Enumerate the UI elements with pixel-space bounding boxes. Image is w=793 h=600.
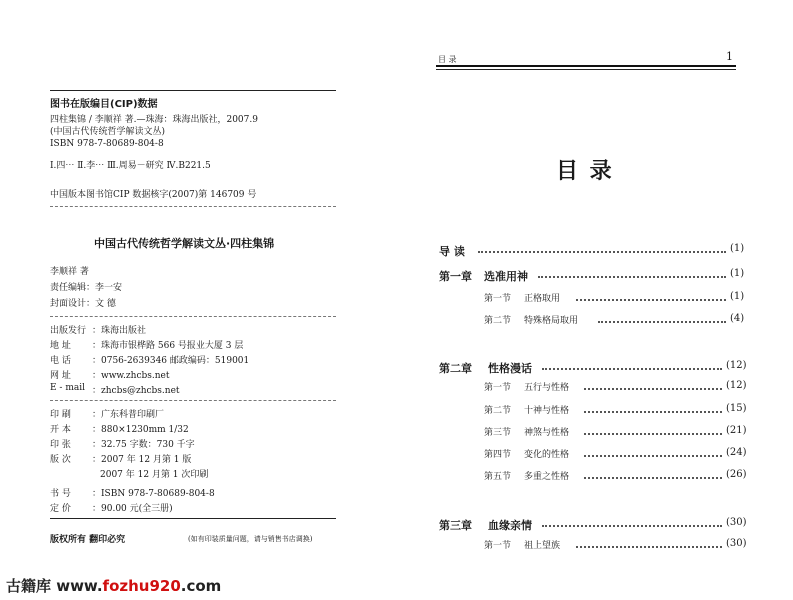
running-header: 目 录 xyxy=(438,55,457,64)
book-title: 中国古代传统哲学解读文丛·四柱集锦 xyxy=(94,237,275,250)
leader-dots xyxy=(538,276,726,278)
price-label: 定 价 xyxy=(50,504,71,514)
top-rule xyxy=(50,90,336,91)
toc-page-number: (21) xyxy=(726,425,747,436)
header-rule xyxy=(436,65,736,67)
divider xyxy=(50,400,336,401)
toc-title: 血缘亲情 xyxy=(488,519,532,532)
leader-dots xyxy=(542,525,722,527)
toc-number: 第三章 xyxy=(439,519,472,532)
format-label: 开 本 xyxy=(50,425,71,435)
toc-entry[interactable] xyxy=(396,268,756,282)
toc-entry[interactable] xyxy=(396,517,756,531)
toc-page-number: (26) xyxy=(726,469,747,480)
toc-entry[interactable] xyxy=(396,469,756,483)
toc-number: 第四节 xyxy=(484,450,512,460)
price-value: ：90.00 元(全三册) xyxy=(92,504,173,514)
toc-page-number: (15) xyxy=(726,403,747,414)
copyright-page xyxy=(0,0,396,600)
printing-value: 2007 年 12 月第 1 次印刷 xyxy=(100,470,209,480)
email-value: ：zhcbs@zhcbs.net xyxy=(92,386,180,396)
toc-page-number: (30) xyxy=(726,517,747,528)
sheets-value: ：32.75 字数：730 千字 xyxy=(92,440,195,450)
toc-entry[interactable] xyxy=(396,380,756,394)
rights-notice: 版权所有 翻印必究 xyxy=(50,535,126,545)
cip-record: 中国版本图书馆CIP 数据核字(2007)第 146709 号 xyxy=(50,190,257,200)
cip-divider xyxy=(50,206,336,207)
toc-number: 第二节 xyxy=(484,316,512,326)
leader-dots xyxy=(576,299,726,301)
printer-value: ：广东科普印刷厂 xyxy=(92,410,165,420)
toc-title: 正格取用 xyxy=(524,294,561,304)
phone-label: 电 话 xyxy=(50,356,71,366)
leader-dots xyxy=(584,433,722,435)
leader-dots xyxy=(584,455,722,457)
toc-entry[interactable] xyxy=(396,360,756,374)
cover-design: 封面设计：文 德 xyxy=(50,299,116,309)
leader-dots xyxy=(478,251,726,253)
address-label: 地 址 xyxy=(50,341,71,351)
toc-page-number: (24) xyxy=(726,447,747,458)
toc-title: 神煞与性格 xyxy=(524,428,570,438)
cip-title: 图书在版编目(CIP)数据 xyxy=(50,99,158,110)
cip-line: (中国古代传统哲学解读文丛) xyxy=(50,127,166,137)
toc-number: 第二章 xyxy=(439,362,472,375)
isbn-label: 书 号 xyxy=(50,489,71,499)
isbn-value: ：ISBN 978-7-80689-804-8 xyxy=(92,489,215,499)
leader-dots xyxy=(584,388,722,390)
toc-page-number: (1) xyxy=(730,291,745,302)
address-value: ：珠海市银桦路 566 号报业大厦 3 层 xyxy=(92,341,244,351)
website-value: ：www.zhcbs.net xyxy=(92,371,170,381)
watermark-suffix: .com xyxy=(180,577,222,595)
cip-line: 四柱集锦 / 李顺祥 著.—珠海：珠海出版社，2007.9 xyxy=(50,115,258,125)
toc-number: 第一节 xyxy=(484,294,512,304)
toc-entry[interactable] xyxy=(396,243,756,257)
header-page-number: 1 xyxy=(726,50,733,63)
toc-number: 第一节 xyxy=(484,541,512,551)
toc-entry[interactable] xyxy=(396,313,756,327)
format-value: ：880×1230mm 1/32 xyxy=(92,425,189,435)
edition-value: ：2007 年 12 月第 1 版 xyxy=(92,455,192,465)
toc-title: 选准用神 xyxy=(484,270,528,283)
toc-entry[interactable] xyxy=(396,425,756,439)
leader-dots xyxy=(598,321,726,323)
watermark-prefix: 古籍库 www. xyxy=(6,577,103,595)
toc-title: 变化的性格 xyxy=(524,450,570,460)
toc-title: 多重之性格 xyxy=(524,472,570,482)
site-watermark[interactable] xyxy=(6,575,221,596)
toc-number: 第三节 xyxy=(484,428,512,438)
editor: 责任编辑：李一安 xyxy=(50,283,123,293)
toc-page-number: (30) xyxy=(726,538,747,549)
toc-page-number: (12) xyxy=(726,380,747,391)
author: 李顺祥 著 xyxy=(50,267,89,277)
toc-page-number: (1) xyxy=(730,268,745,279)
sheets-label: 印 张 xyxy=(50,440,71,450)
phone-value: ：0756-2639346 邮政编码：519001 xyxy=(92,356,250,366)
publisher-label: 出版发行 xyxy=(50,326,87,336)
website-label: 网 址 xyxy=(50,371,71,381)
toc-title: 五行与性格 xyxy=(524,383,570,393)
toc-number: 导 读 xyxy=(439,245,465,258)
toc-number: 第一节 xyxy=(484,383,512,393)
leader-dots xyxy=(542,368,722,370)
toc-title: 十神与性格 xyxy=(524,406,570,416)
watermark-highlight: fozhu920 xyxy=(102,577,181,595)
toc-title: 特殊格局取用 xyxy=(524,316,579,326)
publisher-value: ：珠海出版社 xyxy=(92,326,147,336)
toc-number: 第五节 xyxy=(484,472,512,482)
bottom-rule xyxy=(50,518,336,519)
toc-entry[interactable] xyxy=(396,291,756,305)
leader-dots xyxy=(576,546,722,548)
toc-number: 第一章 xyxy=(439,270,472,283)
toc-number: 第二节 xyxy=(484,406,512,416)
contents-heading: 目 录 xyxy=(556,159,614,184)
header-rule-thin xyxy=(436,69,736,70)
divider xyxy=(50,316,336,317)
leader-dots xyxy=(584,477,722,479)
leader-dots xyxy=(584,411,722,413)
quality-notice: (如有印装质量问题，请与销售书店调换) xyxy=(188,535,313,543)
toc-page-number: (4) xyxy=(730,313,745,324)
cip-line: ISBN 978-7-80689-804-8 xyxy=(50,139,164,149)
toc-entry[interactable] xyxy=(396,538,756,552)
classification: Ⅰ.四⋯ Ⅱ.李⋯ Ⅲ.周易－研究 Ⅳ.B221.5 xyxy=(50,161,211,171)
edition-label: 版 次 xyxy=(50,455,71,465)
email-label: E - mail xyxy=(50,383,85,393)
printer-label: 印 刷 xyxy=(50,410,71,420)
toc-page-number: (12) xyxy=(726,360,747,371)
toc-entry[interactable] xyxy=(396,403,756,417)
toc-entry[interactable] xyxy=(396,447,756,461)
contents-page xyxy=(396,0,793,600)
toc-title: 性格漫话 xyxy=(488,362,532,375)
toc-title: 祖上望族 xyxy=(524,541,561,551)
toc-page-number: (1) xyxy=(730,243,745,254)
